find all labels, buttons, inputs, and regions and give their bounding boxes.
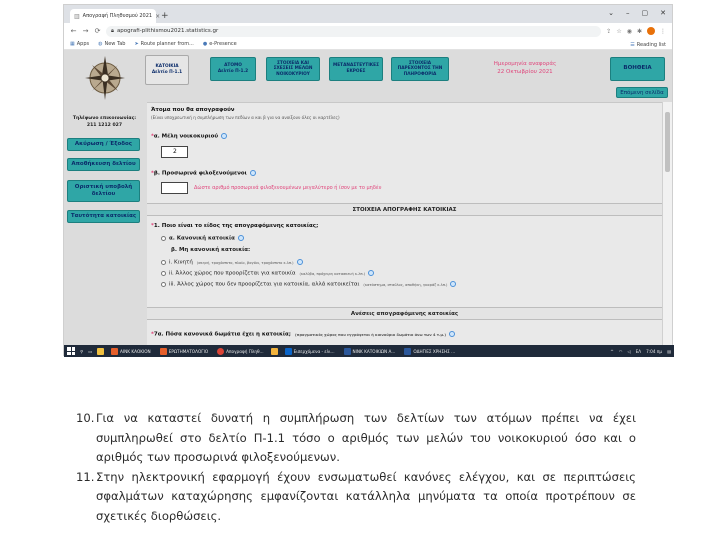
clock[interactable]: 7:04 πμ <box>646 348 663 354</box>
list-number: 11. <box>76 469 95 484</box>
option-mobile[interactable]: i. Κινητή (σκηνή, τροχόσπιτο, πλοίο, βαγόνι, τροχόσπιτο κ.λπ.) <box>161 259 303 266</box>
app-icon <box>111 348 118 355</box>
tray-chevron-icon[interactable]: ^ <box>610 348 614 354</box>
epresence-icon: ● <box>202 41 208 47</box>
list-text: Για να καταστεί δυνατή η συμπλήρωση των δελτίων των ατόμων πρέπει να έχει συμπληρωθεί στο δελτίο Π-1.1 τόσο ο αριθμός των μελών του νοικοκυριού όσο και ο αριθμός των προσωρινά φιλοξενούμενων. <box>96 411 636 464</box>
bookmark-apps[interactable]: ▦ Apps <box>70 41 90 47</box>
phone-number: 211 1212 027 <box>86 123 123 128</box>
form-scrollbar[interactable] <box>662 102 672 345</box>
new-tab-icon[interactable]: + <box>161 11 169 21</box>
close-window-icon[interactable]: ✕ <box>660 9 666 17</box>
share-icon[interactable]: ⇪ <box>606 27 612 35</box>
form-panel <box>147 102 662 345</box>
apps-icon: ▦ <box>70 41 75 47</box>
network-icon[interactable]: ◠ <box>618 348 623 354</box>
final-submit-button[interactable]: Οριστική υποβολή δελτίου <box>67 180 140 202</box>
question-rooms: *7α. Πόσα κανονικά δωμάτια έχει η κατοικία; (πραγματικός χώρος που εγγράφεται ή καινούριο δωμάτιο άνω των 4 τ.μ.) <box>151 331 455 338</box>
question-members: *α. Μέλη νοικοκυριού <box>151 133 227 140</box>
taskbar-item[interactable]: ΕΡΩΤΗΜΑΤΟΛΟΓΙΟ <box>158 348 210 355</box>
taskbar-item[interactable]: ΟΔΗΓΙΕΣ ΧΡΗΣΗΣ ... <box>402 348 457 355</box>
language-indicator[interactable]: ΕΛ <box>635 348 642 354</box>
bookmarks-bar <box>64 39 672 50</box>
extension-icon[interactable]: ◉ <box>626 27 632 35</box>
save-form-button[interactable]: Αποθήκευση δελτίου <box>67 158 140 171</box>
reload-icon[interactable]: ⟳ <box>94 27 101 35</box>
task-view-icon[interactable]: ▭ <box>88 348 93 354</box>
app-icon <box>160 348 167 355</box>
census-app-screenshot <box>63 4 673 356</box>
document-body <box>76 409 636 526</box>
question-dwelling-type: *1. Ποιο είναι το είδος της απογραφόμενης κατοικίας; <box>151 223 319 229</box>
globe-icon: ◍ <box>98 41 103 47</box>
system-tray <box>610 349 671 354</box>
extensions-area <box>606 27 666 35</box>
star-icon[interactable]: ☆ <box>616 27 622 35</box>
list-text: Στην ηλεκτρονική εφαρμογή έχουν ενσωματωθεί κανόνες ελέγχου, και σε περιπτώσεις σφαλμάτων καταχώρησης εμφανίζονται κατάλληλα μηνύματα τα οποία προτρέπουν σε σχετικές διορθώσεις. <box>96 469 636 523</box>
menu-icon[interactable]: ⋮ <box>660 27 666 35</box>
question-guests: *β. Προσωρινά φιλοξενούμενοι <box>151 170 256 177</box>
statistics-logo <box>84 54 126 106</box>
taskbar-item[interactable]: ΝΙΝΚ ΚΑΤΟΙΚΙΩΝ Α... <box>342 348 398 355</box>
windows-taskbar <box>64 345 674 357</box>
bookmark-new-tab[interactable]: ◍ New Tab <box>98 41 126 47</box>
list-item <box>76 409 636 468</box>
info-icon[interactable] <box>250 170 256 176</box>
browser-tab-strip <box>64 5 672 23</box>
taskbar-item[interactable]: ΑΙΝΚ ΚΑΟΚΙΟΝ <box>109 348 153 355</box>
amenities-section: Ανέσεις απογραφόμενης κατοικίας <box>147 307 662 320</box>
bookmark-epresence[interactable]: ● e-Presence <box>202 41 237 47</box>
file-explorer-icon[interactable] <box>97 348 104 355</box>
maximize-icon[interactable]: ▢ <box>641 9 649 17</box>
form-header <box>145 50 672 90</box>
lock-icon: 🔒︎ <box>111 27 114 34</box>
search-icon[interactable]: ⚲ <box>80 348 84 354</box>
list-item <box>76 468 636 527</box>
phone-label: Τηλέφωνο επικοινωνίας: <box>72 116 137 121</box>
word-icon <box>404 348 411 355</box>
persons-section-title: Άτομα που θα απογραφούν <box>151 107 235 113</box>
non-regular-dwelling-label: β. Μη κανονική κατοικία: <box>171 247 251 253</box>
browser-tab[interactable] <box>70 9 161 23</box>
tab-dwelling[interactable]: ΚΑΤΟΙΚΙΑ Δελτίο Π-1.1 <box>145 55 189 85</box>
option-non-dwelling-space[interactable]: iii. Άλλος χώρος που δεν προορίζεται για κατοικία, αλλά κατοικείται (κατάστημα, σταύλος, αποθήκη, γκαράζ κ.λπ.) <box>161 281 456 288</box>
outlook-icon <box>285 348 292 355</box>
word-icon <box>344 348 351 355</box>
reading-list-icon: ☰ <box>630 42 635 48</box>
window-controls <box>608 9 666 17</box>
close-tab-icon[interactable]: × <box>155 12 161 20</box>
info-icon[interactable] <box>450 281 456 287</box>
persons-section-note: (Είναι υποχρεωτική η συμπλήρωση των πεδίων α και β για να ανοίξουν όλες οι καρτέλες) <box>151 115 340 120</box>
members-input[interactable]: 2 <box>161 146 188 158</box>
minimize-icon[interactable]: – <box>626 9 630 17</box>
bookmark-route-planner[interactable]: ➤ Route planner from... <box>134 41 194 47</box>
info-icon[interactable] <box>238 235 244 241</box>
guests-hint: Δώστε αριθμό προσωρινά φιλοξενουμένων μεγαλύτερο ή ίσον με το μηδέν <box>194 185 382 191</box>
taskbar-item[interactable]: Εισερχόμενα - ελι... <box>283 348 337 355</box>
back-icon[interactable]: ← <box>70 27 77 35</box>
info-icon[interactable] <box>368 270 374 276</box>
left-panel <box>64 50 145 345</box>
puzzle-icon[interactable]: ✱ <box>636 27 642 35</box>
route-icon: ➤ <box>134 41 139 47</box>
list-number: 10. <box>76 411 95 425</box>
account-avatar[interactable] <box>647 27 655 35</box>
notifications-icon[interactable]: ▤ <box>667 348 671 354</box>
app-icon[interactable] <box>271 348 278 355</box>
census-app <box>64 50 672 345</box>
info-icon[interactable] <box>221 133 227 139</box>
help-button[interactable]: ΒΟΗΘΕΙΑ <box>610 57 665 81</box>
windows-start-icon[interactable] <box>67 347 75 355</box>
tab-migration[interactable]: ΜΕΤΑΝΑΣΤΕΥΤΙΚΕΣ ΕΚΡΟΕΣ <box>329 57 383 81</box>
taskbar-item[interactable]: Απογραφή Πληθ... <box>215 348 265 355</box>
dwelling-id-button[interactable]: Ταυτότητα κατοικίας <box>67 210 140 223</box>
dwelling-data-section: ΣΤΟΙΧΕΙΑ ΑΠΟΓΡΑΦΗΣ ΚΑΤΟΙΚΙΑΣ <box>147 203 662 216</box>
tab-informant[interactable]: ΣΤΟΙΧΕΙΑ ΠΑΡΕΧΟΝΤΟΣ ΤΗΝ ΠΛΗΡΟΦΟΡΙΑ <box>391 57 449 81</box>
option-other-dwelling-space[interactable]: ii. Άλλος χώρος που προορίζεται για κατοικία (καλύβα, πρόχειρη κατασκευή κ.λπ.) <box>161 270 374 277</box>
forward-icon[interactable]: → <box>82 27 89 35</box>
info-icon[interactable] <box>449 331 455 337</box>
cancel-exit-button[interactable]: Ακύρωση / Έξοδος <box>67 138 140 151</box>
url-text: apografi-plithismou2021.statistics.gr <box>116 28 219 34</box>
chevron-down-icon[interactable]: ⌄ <box>608 9 614 17</box>
chrome-icon <box>217 348 224 355</box>
scrollbar-thumb[interactable] <box>665 112 670 172</box>
tab-household-members[interactable]: ΣΤΟΙΧΕΙΑ ΚΑΙ ΣΧΕΣΕΙΣ ΜΕΛΩΝ ΝΟΙΚΟΚΥΡΙΟΥ <box>266 57 320 81</box>
volume-icon[interactable]: ◁ <box>627 348 631 354</box>
guests-input[interactable] <box>161 182 188 194</box>
favicon-icon: ▥ <box>74 12 80 20</box>
census-date: Ημερομηνία αναφοράς 22 Οκτωβρίου 2021 <box>493 61 557 75</box>
option-regular-dwelling[interactable]: α. Κανονική κατοικία <box>161 235 244 242</box>
reading-list[interactable]: ☰ Reading list <box>630 42 666 48</box>
url-field[interactable] <box>106 26 601 37</box>
tab-person[interactable]: ΑΤΟΜΟ Δελτίο Π-1.2 <box>210 57 256 81</box>
next-page-button[interactable]: Επόμενη σελίδα <box>616 87 668 98</box>
info-icon[interactable] <box>297 259 303 265</box>
address-bar-row <box>64 23 672 39</box>
tab-title: Απογραφή Πληθυσμού 2021 <box>82 13 153 19</box>
